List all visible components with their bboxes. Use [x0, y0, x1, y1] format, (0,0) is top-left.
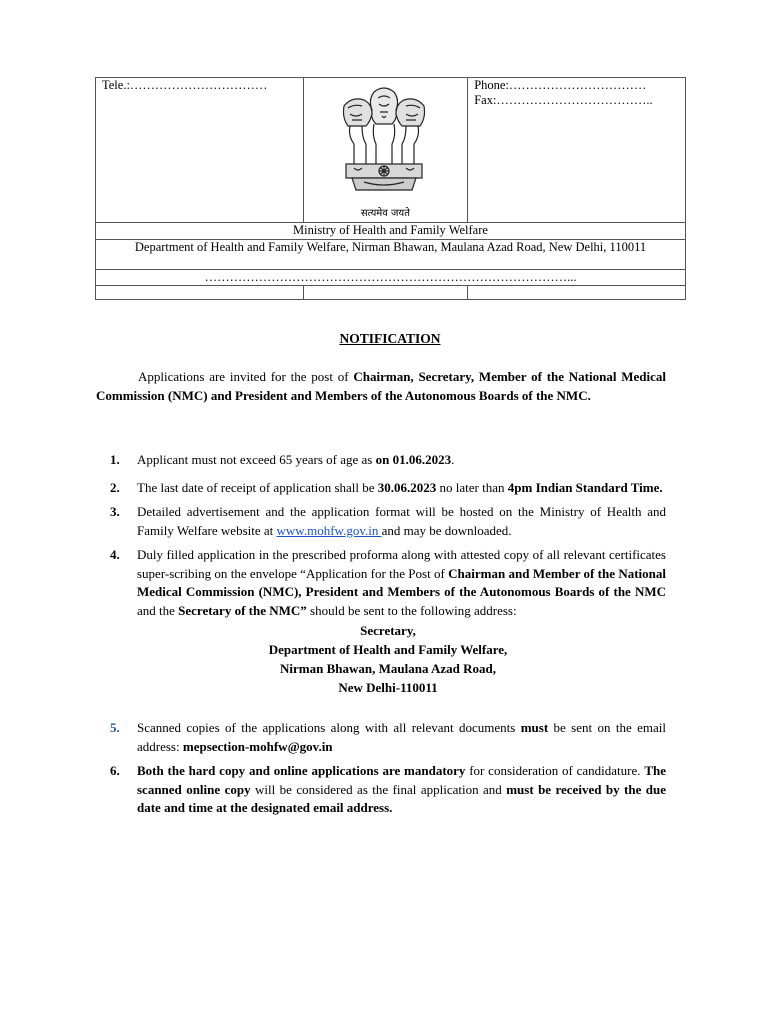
- item-number: 5.: [110, 720, 120, 735]
- item-number: 2.: [110, 479, 120, 495]
- intro-posts: Chairman, Secretary, Member of the National Medical Commission (NMC) and President and Members of the Autonomous Boards of the NMC.: [96, 369, 667, 403]
- ministry-name: Ministry of Health and Family Welfare: [96, 223, 686, 240]
- empty-cell: [303, 286, 468, 300]
- item-bold-text: The scanned online copy: [137, 763, 666, 797]
- list-item: [110, 762, 666, 818]
- item-text: will be considered as the final application and: [250, 781, 507, 797]
- contact-cell: [468, 78, 686, 223]
- tele-cell: [96, 78, 304, 223]
- item-text: Applicant must not exceed 65 years of age as: [137, 452, 376, 467]
- item-bold-text: Secretary of the NMC”: [178, 602, 307, 618]
- list-item: [110, 719, 666, 756]
- list-item: [110, 451, 666, 470]
- item-text: and the: [137, 602, 179, 618]
- list-item: [110, 503, 666, 540]
- emblem-cell: [303, 78, 468, 223]
- mohfw-website-link[interactable]: www.mohfw.gov.in: [276, 522, 382, 538]
- item-bold-text: 4pm Indian Standard Time.: [507, 479, 663, 495]
- item-bold-text: must: [520, 720, 549, 735]
- item-bold-text: Chairman and Member of the National Medical Commission (NMC), President and Members of the Autonomous Boards of the NMC: [137, 565, 666, 599]
- address-line: New Delhi-110011: [338, 680, 438, 695]
- tele-line: Tele.:……………………………: [102, 78, 268, 92]
- item-text: Scanned copies of the applications along with all relevant documents: [137, 720, 521, 735]
- instructions-list: [110, 451, 666, 824]
- item-text: no later than: [436, 479, 508, 495]
- item-number: 3.: [110, 504, 120, 519]
- national-emblem-icon: [336, 82, 432, 208]
- dots-line: ……………………………………………………………………………...: [96, 270, 686, 286]
- item-text: should be sent to the following address:: [306, 602, 517, 618]
- emblem-motto: सत्यमेव जयते: [360, 208, 410, 219]
- empty-cell: [468, 286, 686, 300]
- notification-title: NOTIFICATION: [339, 331, 441, 346]
- empty-cell: [96, 286, 304, 300]
- item-bold-text: Both the hard copy and online applications are mandatory: [137, 763, 466, 778]
- list-item: [110, 479, 666, 498]
- item-text: be sent on the email address:: [137, 720, 666, 754]
- address-line: Secretary,: [360, 623, 416, 638]
- phone-line: Phone:……………………………: [474, 78, 647, 92]
- fax-line: Fax:………………………………..: [474, 93, 653, 107]
- letterhead-table: [95, 77, 686, 300]
- list-item: [110, 546, 666, 697]
- mailing-address: [110, 621, 666, 697]
- item-text: The last date of receipt of application shall be: [137, 479, 378, 495]
- item-number: 4.: [110, 547, 120, 562]
- item-bold-text: must be received by the due date and time at the designated email address.: [137, 781, 666, 815]
- item-bold-text: on 01.06.2023: [375, 452, 452, 467]
- intro-text: Applications are invited for the post of: [138, 369, 354, 384]
- item-text: and may be downloaded.: [381, 522, 512, 538]
- item-number: 1.: [110, 452, 120, 467]
- department-address: Department of Health and Family Welfare, Nirman Bhawan, Maulana Azad Road, New Delhi, 110011: [96, 240, 686, 270]
- intro-paragraph: [96, 367, 666, 405]
- item-text: Detailed advertisement and the application format will be hosted on the Ministry of Health and Family Welfare website at: [137, 504, 666, 538]
- contact-email: mepsection-mohfw@gov.in: [182, 738, 333, 754]
- item-text: Duly filled application in the prescribed proforma along with attested copy of all relevant certificates super-scribing on the envelope “Application for the Post of: [137, 547, 666, 581]
- item-number: 6.: [110, 763, 120, 778]
- item-bold-text: 30.06.2023: [377, 479, 437, 495]
- item-text: for consideration of candidature.: [465, 763, 645, 778]
- item-text: .: [451, 452, 455, 467]
- address-line: Nirman Bhawan, Maulana Azad Road,: [280, 661, 496, 676]
- address-line: Department of Health and Family Welfare,: [268, 642, 508, 657]
